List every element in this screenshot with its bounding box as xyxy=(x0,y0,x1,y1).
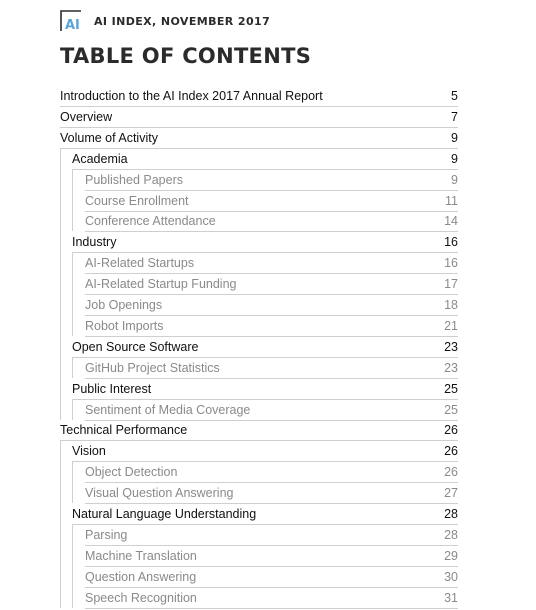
toc-entry-title: Published Papers xyxy=(85,173,183,187)
toc-entry-page: 27 xyxy=(444,486,458,500)
toc-indent-guide xyxy=(72,399,73,420)
toc-entry[interactable] xyxy=(0,400,536,420)
toc-entry-title: Job Openings xyxy=(85,298,163,312)
toc-entry[interactable] xyxy=(0,211,536,231)
toc-entry-title: Academia xyxy=(72,152,128,166)
toc-entry-page: 9 xyxy=(451,131,458,145)
toc-entry-page: 25 xyxy=(444,403,458,417)
toc-entry[interactable] xyxy=(0,567,536,587)
toc-entry-title: Volume of Activity xyxy=(60,131,158,145)
toc-entry-page: 31 xyxy=(444,591,458,605)
toc-indent-guide xyxy=(72,524,73,608)
toc-entry-title: Natural Language Understanding xyxy=(72,507,257,521)
toc-entry[interactable] xyxy=(0,379,536,399)
toc-entry-page: 30 xyxy=(444,570,458,584)
toc-entry-page: 7 xyxy=(451,110,458,124)
toc-entry-title: AI-Related Startup Funding xyxy=(85,277,237,291)
toc-entry-title: GitHub Project Statistics xyxy=(85,361,220,375)
toc-entry-title: Machine Translation xyxy=(85,549,197,563)
toc-entry-title: Speech Recognition xyxy=(85,591,197,605)
toc-entry-page: 16 xyxy=(444,235,458,249)
toc-entry[interactable] xyxy=(0,274,536,294)
toc-entry-title: Vision xyxy=(72,444,106,458)
toc-entry[interactable] xyxy=(0,358,536,378)
toc-indent-guide xyxy=(72,252,73,336)
toc-divider xyxy=(85,608,458,609)
toc-entry-page: 18 xyxy=(444,298,458,312)
toc-entry-page: 23 xyxy=(444,340,458,354)
toc-indent-guide xyxy=(72,357,73,378)
toc-entry-title: Technical Performance xyxy=(60,423,188,437)
toc-entry-title: Introduction to the AI Index 2017 Annual Report xyxy=(60,89,323,103)
toc-entry[interactable] xyxy=(0,149,536,169)
toc-entry-page: 28 xyxy=(444,507,458,521)
toc-entry-title: Visual Question Answering xyxy=(85,486,234,500)
toc-entry[interactable] xyxy=(0,253,536,273)
toc-entry[interactable] xyxy=(0,295,536,315)
toc-entry[interactable] xyxy=(0,232,536,252)
toc-entry-page: 29 xyxy=(444,549,458,563)
toc-entry-title: Course Enrollment xyxy=(85,194,189,208)
toc-entry[interactable] xyxy=(0,462,536,482)
toc-entry[interactable] xyxy=(0,546,536,566)
toc-entry-page: 26 xyxy=(444,465,458,479)
toc-entry-title: Robot Imports xyxy=(85,319,164,333)
toc-entry-page: 16 xyxy=(444,256,458,270)
toc-entry-page: 14 xyxy=(444,214,458,228)
toc-entry[interactable] xyxy=(0,107,536,127)
toc-entry-page: 5 xyxy=(451,89,458,103)
toc-entry-title: Conference Attendance xyxy=(85,214,216,228)
toc-entry-page: 9 xyxy=(451,152,458,166)
toc-entry[interactable] xyxy=(0,316,536,336)
toc-entry-page: 21 xyxy=(444,319,458,333)
toc-entry-page: 11 xyxy=(445,194,458,208)
toc-entry-title: Parsing xyxy=(85,528,128,542)
toc-entry-page: 28 xyxy=(444,528,458,542)
toc-entry[interactable] xyxy=(0,128,536,148)
header-title: AI INDEX, NOVEMBER 2017 xyxy=(94,14,271,28)
toc-indent-guide xyxy=(72,169,73,231)
toc-entry-page: 25 xyxy=(444,382,458,396)
toc-entry-title: Object Detection xyxy=(85,465,178,479)
toc-entry-page: 26 xyxy=(444,444,458,458)
toc-entry-title: Overview xyxy=(60,110,113,124)
logo-text: AI xyxy=(65,18,80,32)
toc-entry[interactable] xyxy=(0,170,536,190)
toc-entry-page: 23 xyxy=(444,361,458,375)
toc-indent-guide xyxy=(60,148,61,420)
toc-entry[interactable] xyxy=(0,191,536,211)
toc-entry-title: Industry xyxy=(72,235,117,249)
toc-entry-page: 26 xyxy=(444,423,458,437)
toc-entry[interactable] xyxy=(0,525,536,545)
toc-entry[interactable] xyxy=(0,441,536,461)
toc-entry[interactable] xyxy=(0,420,536,440)
toc-indent-guide xyxy=(72,461,73,503)
toc-entry[interactable] xyxy=(0,504,536,524)
toc-entry-title: Public Interest xyxy=(72,382,152,396)
toc-entry[interactable] xyxy=(0,86,536,106)
toc-indent-guide xyxy=(60,440,61,608)
toc-entry-title: AI-Related Startups xyxy=(85,256,195,270)
toc-entry-page: 17 xyxy=(444,277,458,291)
toc-entry-title: Open Source Software xyxy=(72,340,199,354)
toc-entry[interactable] xyxy=(0,588,536,608)
toc-entry-page: 9 xyxy=(451,173,458,187)
toc-entry[interactable] xyxy=(0,483,536,503)
toc-entry-title: Question Answering xyxy=(85,570,197,584)
toc-entry-title: Sentiment of Media Coverage xyxy=(85,403,251,417)
toc-entry[interactable] xyxy=(0,337,536,357)
page-title: TABLE OF CONTENTS xyxy=(60,44,312,68)
